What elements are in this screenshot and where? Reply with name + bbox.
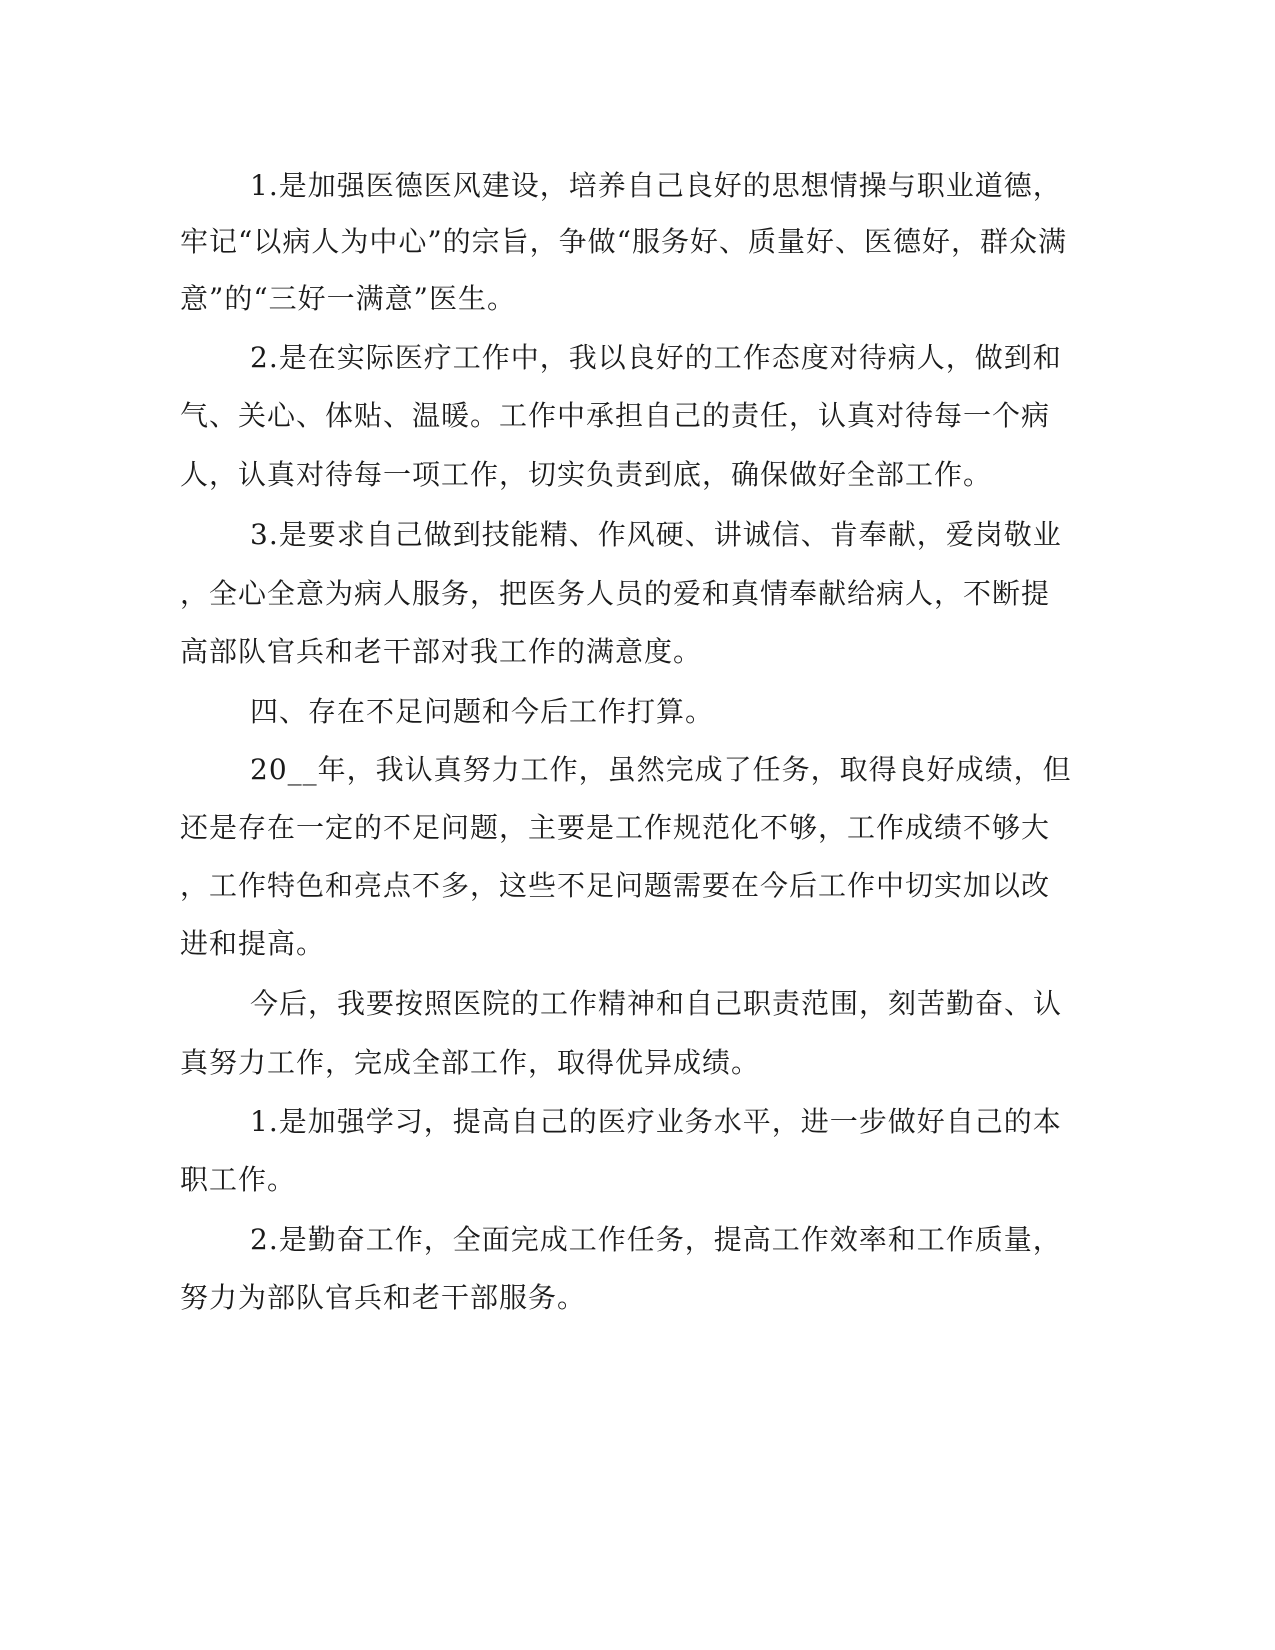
text-line: 高部队官兵和老干部对我工作的满意度。 [180, 635, 703, 668]
text-line: 真努力工作，完成全部工作，取得优异成绩。 [180, 1046, 761, 1079]
text-line: 1.是加强学习，提高自己的医疗业务水平，进一步做好自己的本 [250, 1105, 1062, 1138]
section-heading: 四、存在不足问题和今后工作打算。 [250, 695, 715, 728]
text-line: 2.是在实际医疗工作中，我以良好的工作态度对待病人，做到和 [250, 341, 1062, 374]
text-line: 进和提高。 [180, 927, 326, 960]
text-line: 人，认真对待每一项工作，切实负责到底，确保做好全部工作。 [180, 458, 993, 491]
text-line: 气、关心、体贴、温暖。工作中承担自己的责任，认真对待每一个病 [180, 399, 1051, 432]
text-line: ，工作特色和亮点不多，这些不足问题需要在今后工作中切实加以改 [180, 869, 1051, 902]
text-line: 今后，我要按照医院的工作精神和自己职责范围，刻苦勤奋、认 [250, 987, 1063, 1020]
text-line: 2.是勤奋工作，全面完成工作任务，提高工作效率和工作质量， [250, 1223, 1062, 1256]
text-line: 还是存在一定的不足问题，主要是工作规范化不够，工作成绩不够大 [180, 811, 1051, 844]
text-line: 1.是加强医德医风建设，培养自己良好的思想情操与职业道德， [250, 169, 1062, 202]
text-line: ，全心全意为病人服务，把医务人员的爱和真情奉献给病人，不断提 [180, 577, 1051, 610]
text-line: 努力为部队官兵和老干部服务。 [180, 1281, 587, 1314]
text-line: 3.是要求自己做到技能精、作风硬、讲诚信、肯奉献，爱岗敬业 [250, 518, 1062, 551]
text-line: 牢记“以病人为中心”的宗旨，争做“服务好、质量好、医德好，群众满 [180, 225, 1067, 258]
text-line: 20__年，我认真努力工作，虽然完成了任务，取得良好成绩，但 [250, 753, 1072, 786]
text-line: 意”的“三好一满意”医生。 [180, 282, 516, 315]
text-line: 职工作。 [180, 1163, 297, 1196]
